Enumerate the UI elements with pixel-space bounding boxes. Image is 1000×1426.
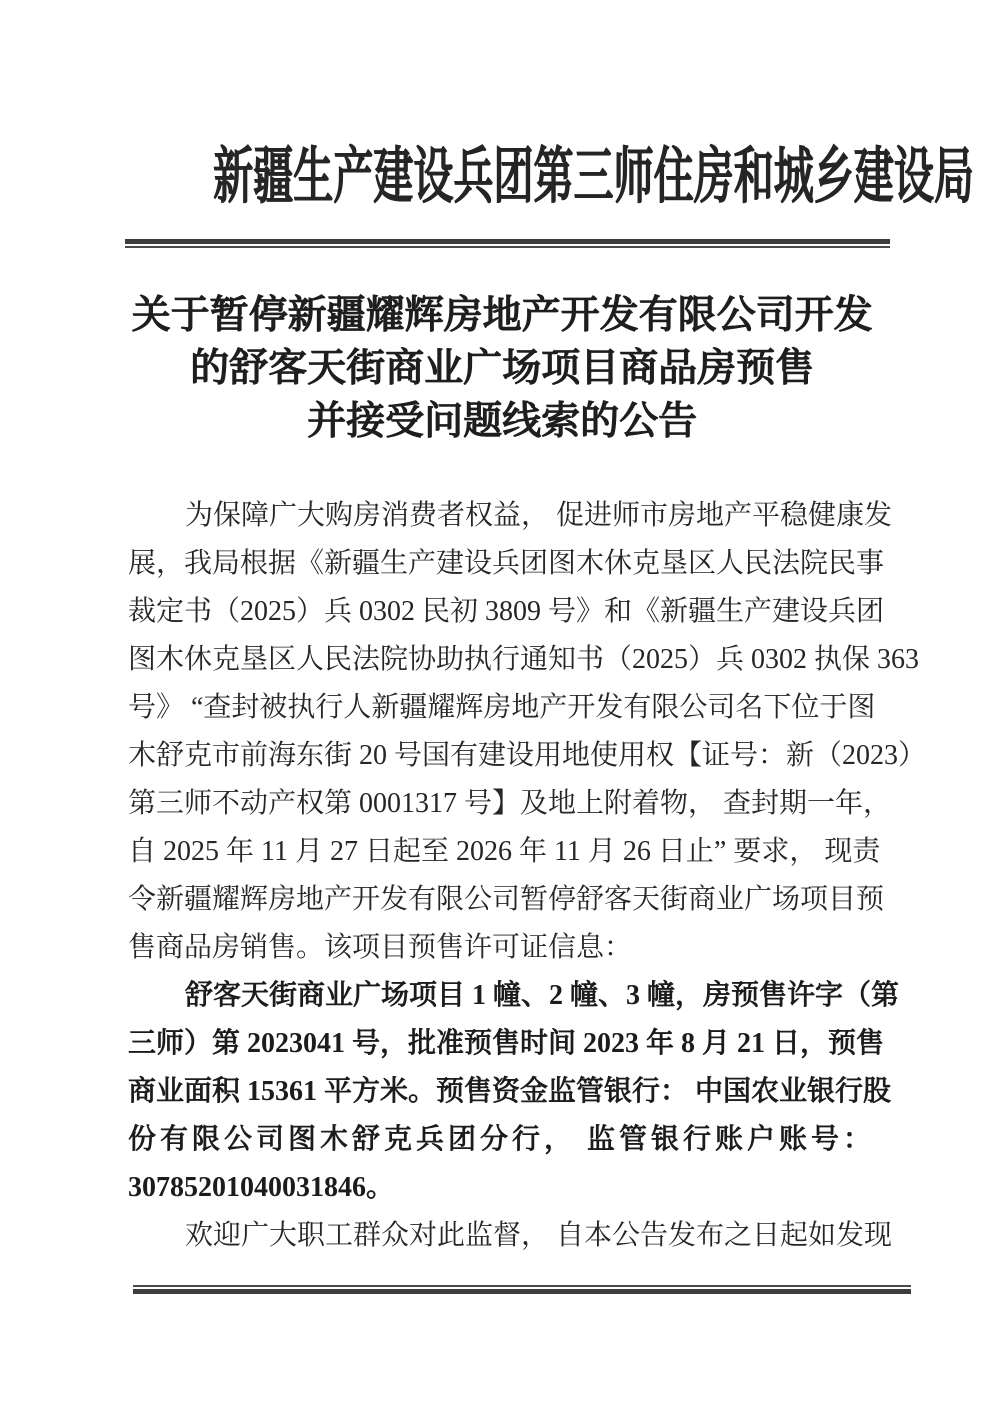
body-text-line-bold: 舒客天街商业广场项目 1 幢、2 幢、3 幢，房预售许字（第	[185, 980, 900, 1011]
document-title-line: 的舒客天街商业广场项目商品房预售	[189, 347, 814, 390]
body-text-line: 图木休克垦区人民法院协助执行通知书（2025）兵 0302 执保 363	[128, 644, 920, 675]
body-text-line: 欢迎广大职工群众对此监督， 自本公告发布之日起如发现	[185, 1220, 893, 1251]
document-title	[122, 289, 882, 448]
body-text-line: 售商品房销售。该项目预售许可证信息：	[128, 932, 633, 963]
body-text-line: 第三师不动产权第 0001317 号】及地上附着物， 查封期一年，	[128, 788, 892, 819]
document-body	[128, 492, 927, 1260]
body-text-line-bold: 三师）第 2023041 号，批准预售时间 2023 年 8 月 21 日，预售	[128, 1028, 885, 1059]
body-text-line: 展，我局根据《新疆生产建设兵团图木休克垦区人民法院民事	[128, 548, 885, 579]
bank-account-number: 30785201040031846。	[128, 1172, 395, 1203]
body-text-line: 为保障广大购房消费者权益， 促进师市房地产平稳健康发	[185, 500, 893, 531]
footer-double-rule	[133, 1285, 911, 1294]
body-text-line: 木舒克市前海东街 20 号国有建设用地使用权【证号：新（2023）	[128, 740, 927, 771]
body-text-line: 自 2025 年 11 月 27 日起至 2026 年 11 月 26 日止” 要求， 现责	[128, 836, 881, 867]
body-text-line-bold: 份有限公司图木舒克兵团分行， 监管银行账户账号：	[128, 1124, 876, 1155]
body-text-line: 裁定书（2025）兵 0302 民初 3809 号》和《新疆生产建设兵团	[128, 596, 885, 627]
document-title-line: 关于暂停新疆耀辉房地产开发有限公司开发	[131, 294, 873, 337]
masthead-double-rule	[125, 239, 890, 248]
body-text-line-bold: 商业面积 15361 平方米。预售资金监管银行： 中国农业银行股	[128, 1076, 892, 1107]
body-text-line: 令新疆耀辉房地产开发有限公司暂停舒客天街商业广场项目预	[128, 884, 885, 915]
body-text-line: 号》 “查封被执行人新疆耀辉房地产开发有限公司名下位于图	[128, 692, 876, 723]
document-title-line: 并接受问题线索的公告	[306, 400, 697, 443]
agency-masthead-title: 新疆生产建设兵团第三师住房和城乡建设局	[212, 143, 974, 212]
